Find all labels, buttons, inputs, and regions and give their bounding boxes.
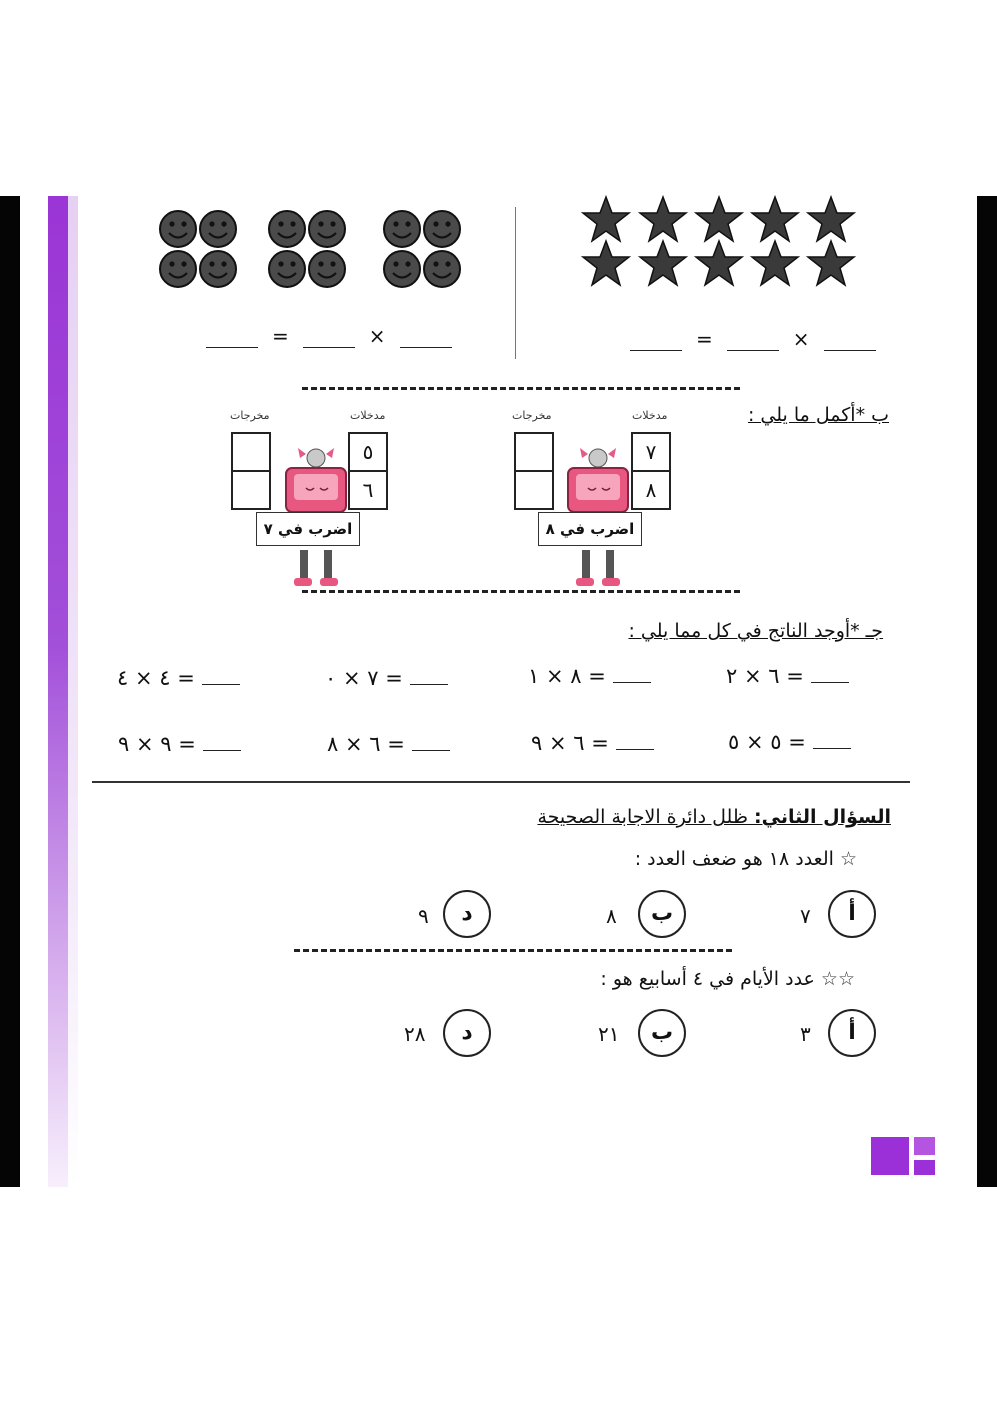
answer-blank[interactable] <box>630 350 682 351</box>
answer-blank[interactable] <box>410 684 448 685</box>
question-2-title: السؤال الثاني: <box>754 806 891 828</box>
output-cell[interactable] <box>514 432 554 472</box>
stars-group <box>578 193 868 293</box>
part-c-heading: جـ *أوجد الناتج في كل مما يلي : <box>628 620 883 642</box>
purple-margin-stripe-light <box>68 196 78 1187</box>
question-2-instruction: ظلل دائرة الاجابة الصحيحة <box>537 806 748 828</box>
input-cell: ٧ <box>631 432 671 472</box>
inputs-label: مدخلات <box>632 409 668 422</box>
times-sign: × <box>368 324 386 348</box>
output-cell[interactable] <box>231 432 271 472</box>
multiply-rule-label: اضرب في ٨ <box>538 512 642 546</box>
star-outline-icon: ☆ <box>839 848 857 870</box>
purple-margin-stripe <box>48 196 68 1187</box>
option-circle-a[interactable]: أ <box>828 1009 876 1057</box>
faces-equation <box>206 324 452 348</box>
section-divider-line <box>92 781 910 783</box>
input-cell: ٨ <box>631 470 671 510</box>
answer-blank[interactable] <box>206 347 258 348</box>
multiplication-problem: ٦ × ٢ = <box>726 664 849 688</box>
outputs-label: مخرجات <box>512 409 552 422</box>
option-value: ٢١ <box>598 1022 620 1046</box>
option-circle-d[interactable]: د <box>443 890 491 938</box>
option-value: ٢٨ <box>404 1022 426 1046</box>
option-circle-b[interactable]: ب <box>638 1009 686 1057</box>
option-circle-a[interactable]: أ <box>828 890 876 938</box>
stars-equation <box>630 327 876 351</box>
question-2-heading <box>537 806 891 828</box>
answer-blank[interactable] <box>811 682 849 683</box>
multiplication-problem: ٩ × ٩ = <box>118 732 241 756</box>
answer-blank[interactable] <box>202 684 240 685</box>
star-outline-icon: ☆☆ <box>820 968 855 990</box>
decorative-square <box>914 1160 935 1175</box>
output-cell[interactable] <box>514 470 554 510</box>
part-b-heading: ب *أكمل ما يلي : <box>747 404 889 426</box>
answer-blank[interactable] <box>400 347 452 348</box>
dashed-separator <box>294 949 732 952</box>
answer-blank[interactable] <box>616 749 654 750</box>
smiley-face-icon <box>160 211 236 287</box>
multiplication-problem: ٥ × ٥ = <box>728 730 851 754</box>
dashed-separator <box>302 387 740 390</box>
smiley-face-icon <box>269 211 345 287</box>
outputs-label: مخرجات <box>230 409 270 422</box>
multiplication-problem: ٨ × ١ = <box>528 664 651 688</box>
answer-blank[interactable] <box>613 682 651 683</box>
star-icon <box>583 197 854 285</box>
decorative-square <box>914 1137 935 1155</box>
vertical-divider <box>515 207 516 359</box>
answer-blank[interactable] <box>303 347 355 348</box>
input-cell: ٦ <box>348 470 388 510</box>
option-value: ٨ <box>606 904 617 928</box>
option-circle-d[interactable]: د <box>443 1009 491 1057</box>
mcq-1-prompt: ☆ العدد ١٨ هو ضعف العدد : <box>634 848 857 870</box>
answer-blank[interactable] <box>203 750 241 751</box>
mcq-2-prompt: ☆☆ عدد الأيام في ٤ أسابيع هو : <box>600 968 855 990</box>
answer-blank[interactable] <box>813 748 851 749</box>
multiply-rule-label: اضرب في ٧ <box>256 512 360 546</box>
right-black-border <box>977 196 997 1187</box>
left-black-border <box>0 196 20 1187</box>
dashed-separator <box>302 590 740 593</box>
smiley-face-icon <box>384 211 460 287</box>
answer-blank[interactable] <box>727 350 779 351</box>
option-circle-b[interactable]: ب <box>638 890 686 938</box>
input-cell: ٥ <box>348 432 388 472</box>
decorative-square <box>871 1137 909 1175</box>
equals-sign: = <box>696 327 713 351</box>
inputs-label: مدخلات <box>350 409 386 422</box>
output-cell[interactable] <box>231 470 271 510</box>
multiplication-problem: ٦ × ٨ = <box>327 732 450 756</box>
option-value: ٣ <box>800 1022 811 1046</box>
times-sign: × <box>792 327 810 351</box>
multiplication-problem: ٤ × ٤ = <box>117 666 240 690</box>
option-value: ٧ <box>800 904 811 928</box>
option-value: ٩ <box>418 904 429 928</box>
answer-blank[interactable] <box>412 750 450 751</box>
multiplication-problem: ٧ × ٠ = <box>325 666 448 690</box>
multiplication-problem: ٦ × ٩ = <box>531 731 654 755</box>
equals-sign: = <box>272 324 289 348</box>
answer-blank[interactable] <box>824 350 876 351</box>
smiley-faces-group <box>150 203 470 295</box>
